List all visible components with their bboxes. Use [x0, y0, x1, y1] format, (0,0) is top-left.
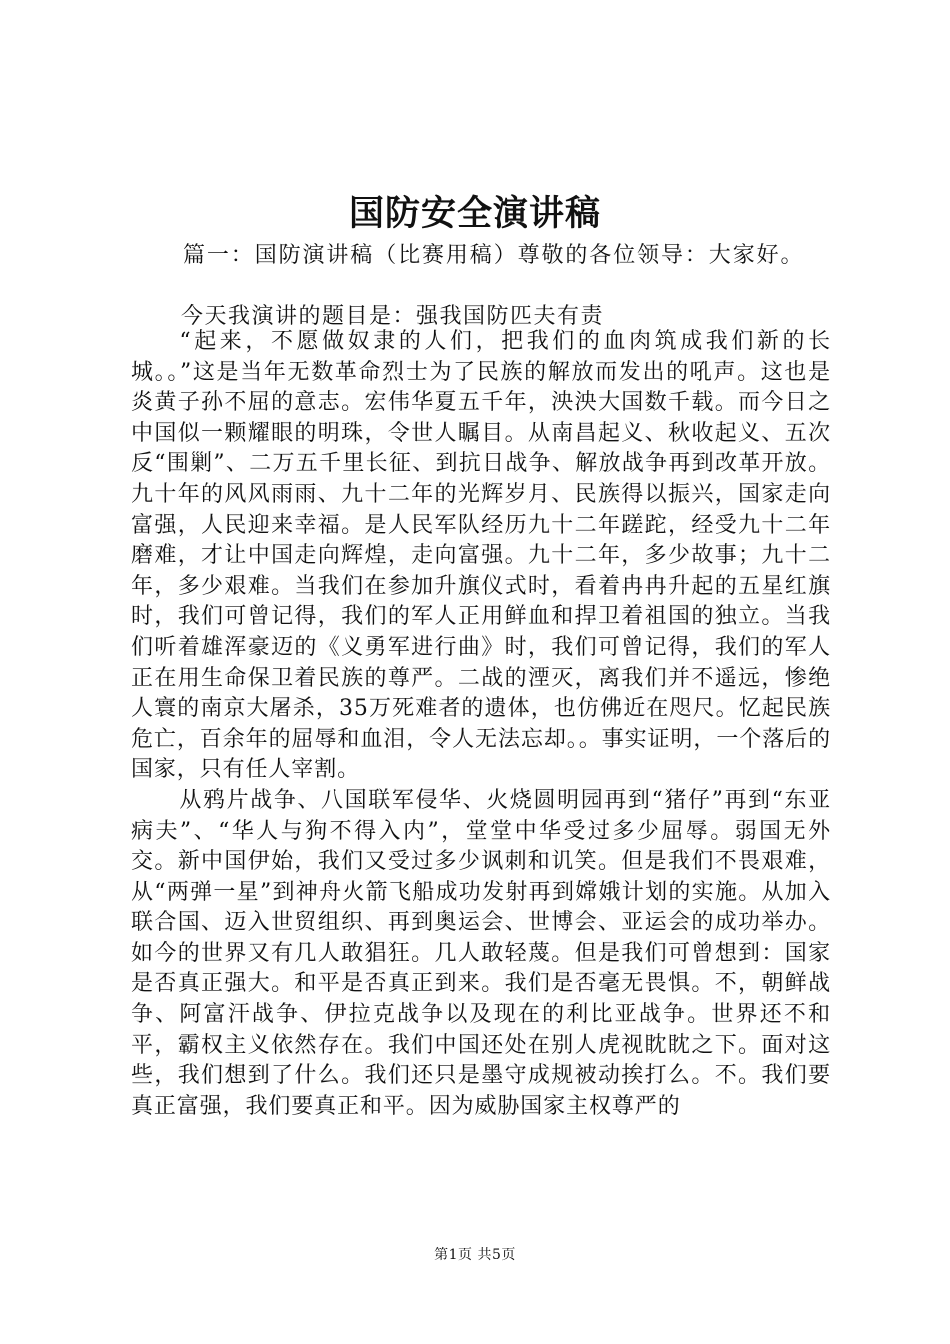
document-subtitle: 篇一：国防演讲稿（比赛用稿）尊敬的各位领导：大家好。	[183, 243, 805, 268]
body-paragraph: 从鸦片战争、八国联军侵华、火烧圆明园再到“猪仔”再到“东亚病夫”、“华人与狗不得入内”，堂堂中华受过多少屈辱。弱国无外交。新中国伊始，我们又受过多少讽刺和讥笑。但是我们不畏艰难，从“两弹一星”到神舟火箭飞船成功发射再到嫦娥计划的实施。从加入联合国、迈入世贸组织、再到奥运会、世博会、亚运会的成功举办。如今的世界又有几人敢猖狂。几人敢轻蔑。但是我们可曾想到：国家是否真正强大。和平是否真正到来。我们是否毫无畏惧。不，朝鲜战争、阿富汗战争、伊拉克战争以及现在的利比亚战争。世界还不和平，霸权主义依然存在。我们中国还处在别人虎视眈眈之下。面对这些，我们想到了什么。我们还只是墨守成规被动挨打么。不。我们要真正富强，我们要真正和平。因为威胁国家主权尊严的	[131, 787, 831, 1119]
speech-topic: 今天我演讲的题目是：强我国防匹夫有责	[181, 304, 605, 329]
document-title: 国防安全演讲稿	[348, 193, 601, 234]
page-number: 第1页 共5页	[434, 1247, 516, 1263]
body-paragraph: “起来，不愿做奴隶的人们，把我们的血肉筑成我们新的长城。。”这是当年无数革命烈士为了民族的解放而发出的吼声。这也是炎黄子孙不屈的意志。宏伟华夏五千年，泱泱大国数千载。而今日之中国似一颗耀眼的明珠，令世人瞩目。从南昌起义、秋收起义、五次反“围剿”、二万五千里长征、到抗日战争、解放战争再到改革开放。九十年的风风雨雨、九十二年的光辉岁月、民族得以振兴，国家走向富强，人民迎来幸福。是人民军队经历九十二年蹉跎，经受九十二年磨难，才让中国走向辉煌，走向富强。九十二年，多少故事；九十二年，多少艰难。当我们在参加升旗仪式时，看着冉冉升起的五星红旗时，我们可曾记得，我们的军人正用鲜血和捍卫着祖国的独立。当我们听着雄浑豪迈的《义勇军进行曲》时，我们可曾记得，我们的军人正在用生命保卫着民族的尊严。二战的湮灭，离我们并不遥远，惨绝人寰的南京大屠杀，35万死难者的遗体，也仿佛近在咫尺。忆起民族危亡，百余年的屈辱和血泪，令人无法忘却。。事实证明，一个落后的国家，只有任人宰割。	[131, 329, 831, 783]
document-body	[131, 327, 831, 1122]
